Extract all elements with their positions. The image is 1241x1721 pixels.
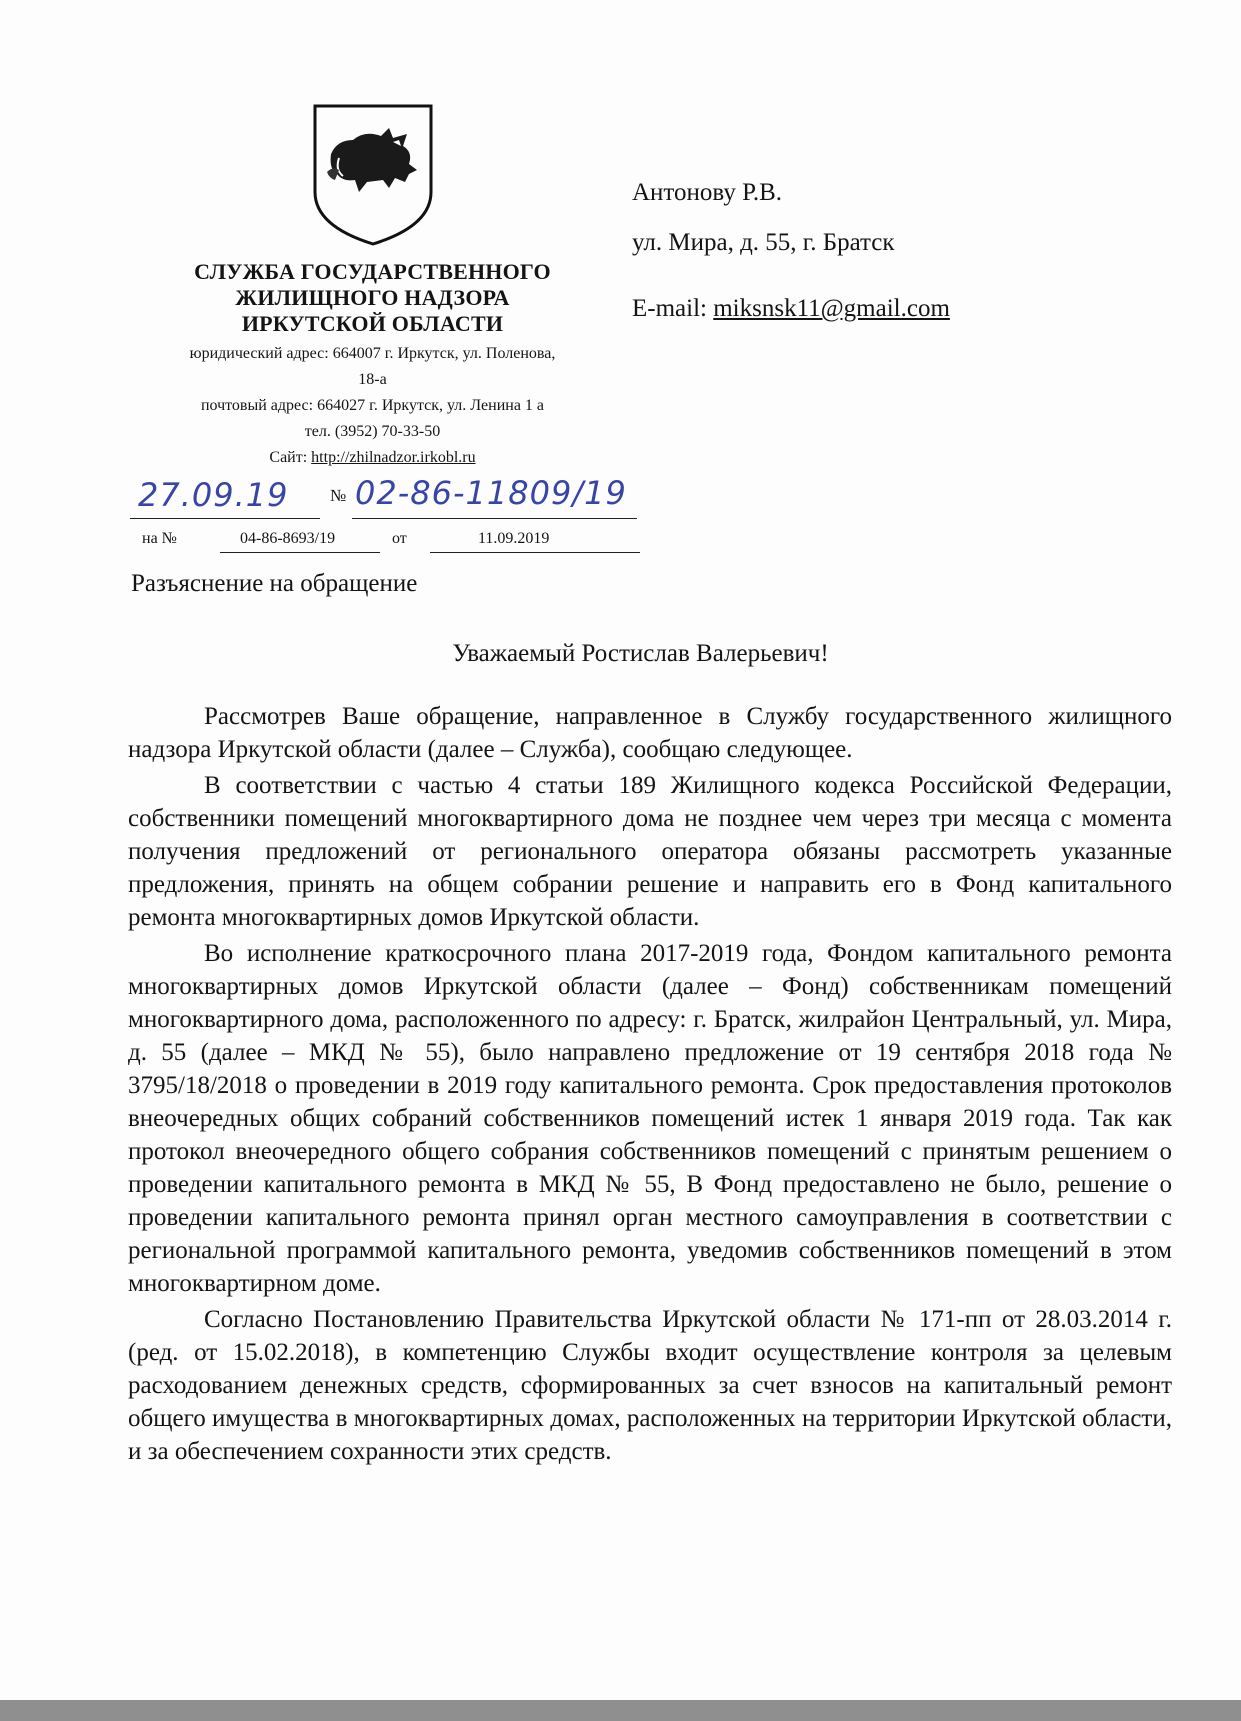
ref-number: 04-86-8693/19 <box>240 530 336 547</box>
site-row <box>130 445 615 471</box>
number-label: № <box>330 486 347 505</box>
ref-date: 11.09.2019 <box>478 530 550 547</box>
paragraph: Во исполнение краткосрочного плана 2017-2019 года, Фондом капитального ремонта многоквартирных домов Иркутской области (далее – Фонд) собственникам помещений многоквартирного дома, расположенного по адресу: г. Братск, жилрайон Центральный, ул. Мира, д. 55 (далее – МКД № 55), было направлено предложение от 19 сентября 2018 года № 3795/18/2018 о проведении в 2019 году капитального ремонта. Срок предоставления протоколов внеочередных общих собраний собственников помещений истек 1 января 2019 года. Так как протокол внеочередного общего собрания собственников помещений с принятым решением о проведении капитального ремонта в МКД № 55, В Фонд предоставлено не было, решение о проведении капитального ремонта принял орган местного самоуправления в соответствии с региональной программой капитального ремонта, уведомив собственников помещений в этом многоквартирном доме. <box>128 940 1172 1297</box>
scan-border <box>0 1700 1241 1721</box>
legal-address-cont: 18-а <box>358 371 387 388</box>
paragraph: Рассмотрев Ваше обращение, направленное в Службу государственного жилищного надзора Иркутской области (далее – Служба), сообщаю следующее. <box>128 703 1172 763</box>
outgoing-date: 27.09.19 <box>138 476 289 514</box>
site-link[interactable]: http://zhilnadzor.irkobl.ru <box>311 449 476 466</box>
outgoing-number: 02-86-11809/19 <box>355 474 627 512</box>
organization-contacts <box>130 341 615 471</box>
legal-address: юридический адрес: 664007 г. Иркутск, ул. Поленова, <box>189 345 556 362</box>
paragraph: Согласно Постановлению Правительства Иркутской области № 171-пп от 28.03.2014 г. (ред. от 15.02.2018), в компетенцию Службы входит осуществление контроля за целевым расходованием денежных средств, сформированных за счет взносов на капитальный ремонт общего имущества в многоквартирных домах, расположенных на территории Иркутской области, и за обеспечением сохранности этих средств. <box>128 1306 1172 1465</box>
underline <box>352 518 637 519</box>
addressee-address: ул. Мира, д. 55, г. Братск <box>632 229 895 256</box>
underline <box>130 518 320 519</box>
letter-body <box>128 700 1172 1471</box>
letterhead <box>130 100 615 471</box>
org-name-line: ИРКУТСКОЙ ОБЛАСТИ <box>241 311 504 336</box>
ref-label: на № <box>142 530 177 547</box>
underline <box>430 552 640 553</box>
phone: тел. (3952) 70-33-50 <box>304 423 441 440</box>
org-name-line: СЛУЖБА ГОСУДАРСТВЕННОГО <box>194 259 551 284</box>
underline <box>220 552 380 553</box>
email-label: E-mail: <box>632 295 714 322</box>
registration-block <box>120 474 640 555</box>
irkutsk-coat-of-arms-icon <box>309 100 437 250</box>
org-name-line: ЖИЛИЩНОГО НАДЗОРА <box>235 285 510 310</box>
site-label: Сайт: <box>269 449 312 466</box>
email-link[interactable]: miksnsk11@gmail.com <box>713 295 950 322</box>
addressee-name: Антонову Р.В. <box>632 179 783 206</box>
paragraph: В соответствии с частью 4 статьи 189 Жилищного кодекса Российской Федерации, собственники помещений многоквартирного дома не позднее чем через три месяца с момента получения предложений от регионального оператора обязаны рассмотреть указанные предложения, принять на общем собрании решение и направить его в Фонд капитального ремонта многоквартирных домов Иркутской области. <box>128 772 1172 931</box>
organization-name <box>130 259 615 337</box>
from-label: от <box>392 530 407 547</box>
addressee-block <box>632 168 950 334</box>
subject-line: Разъяснение на обращение <box>131 570 418 597</box>
postal-address: почтовый адрес: 664027 г. Иркутск, ул. Ленина 1 а <box>200 397 545 414</box>
addressee-email-row <box>632 284 950 334</box>
greeting: Уважаемый Ростислав Валерьевич! <box>452 640 829 667</box>
